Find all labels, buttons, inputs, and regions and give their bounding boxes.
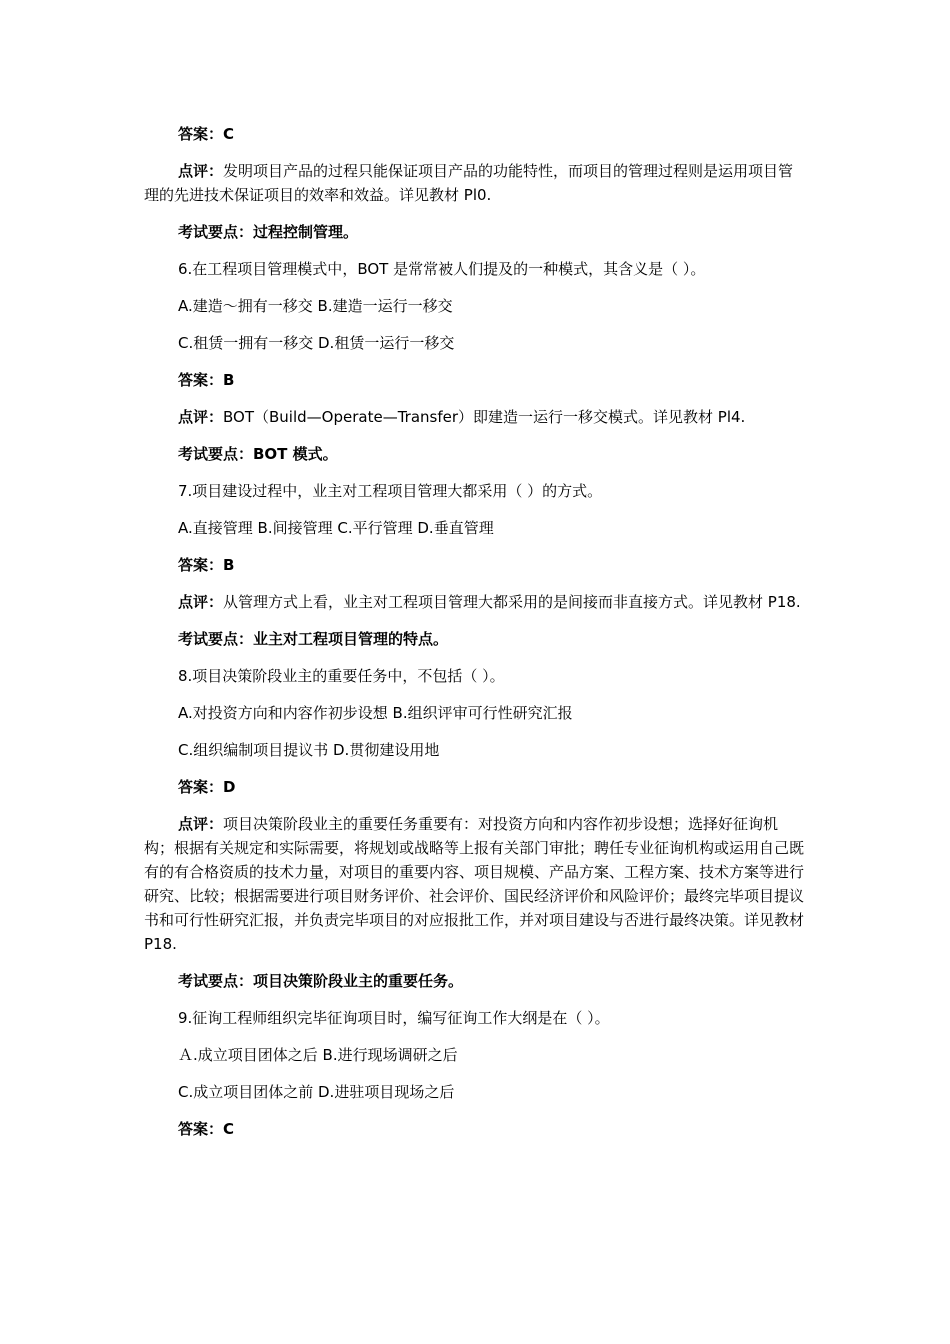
options-6-cd: C.租赁一拥有一移交 D.租赁一运行一移交 [178, 334, 455, 352]
answer-8: 答案：D [178, 778, 236, 796]
key-point-6: 考试要点：BOT 模式。 [178, 445, 338, 463]
question-7: 7.项目建设过程中，业主对工程项目管理大都采用（ ）的方式。 [178, 482, 603, 500]
key-point-8: 考试要点：项目决策阶段业主的重要任务。 [178, 972, 464, 990]
comment-6: 点评：BOT（Build—Operate—Transfer）即建造一运行一移交模式。详见教材 Pl4. [178, 408, 746, 426]
options-7: A.直接管理 B.间接管理 C.平行管理 D.垂直管理 [178, 519, 494, 537]
options-6-ab: A.建造～拥有一移交 B.建造一运行一移交 [178, 297, 453, 315]
answer-5: 答案：C [178, 125, 235, 143]
question-6: 6.在工程项目管理模式中，BOT 是常常被人们提及的一种模式，其含义是（ ）。 [178, 260, 706, 278]
options-9-cd: C.成立项目团体之前 D.进驻项目现场之后 [178, 1083, 455, 1101]
options-9-ab: Ａ.成立项目团体之后 B.进行现场调研之后 [178, 1046, 458, 1064]
document-page [144, 122, 806, 1154]
options-8-ab: A.对投资方向和内容作初步设想 B.组织评审可行性研究汇报 [178, 704, 573, 722]
key-point-7: 考试要点：业主对工程项目管理的特点。 [178, 630, 449, 648]
comment-5: 点评：发明项目产品的过程只能保证项目产品的功能特性，而项目的管理过程则是运用项目管理的先进技术保证项目的效率和效益。详见教材 Pl0. [144, 162, 794, 204]
answer-7: 答案：B [178, 556, 235, 574]
question-8: 8.项目决策阶段业主的重要任务中，不包括（ ）。 [178, 667, 505, 685]
options-8-cd: C.组织编制项目提议书 D.贯彻建设用地 [178, 741, 440, 759]
answer-6: 答案：B [178, 371, 235, 389]
comment-7: 点评：从管理方式上看，业主对工程项目管理大都采用的是间接而非直接方式。详见教材 P18. [178, 593, 801, 611]
question-9: 9.征询工程师组织完毕征询项目时，编写征询工作大纲是在（ ）。 [178, 1009, 610, 1027]
answer-9: 答案：C [178, 1120, 235, 1138]
key-point-5: 考试要点：过程控制管理。 [178, 223, 359, 241]
comment-8: 点评：项目决策阶段业主的重要任务重要有：对投资方向和内容作初步设想；选择好征询机构；根据有关规定和实际需要，将规划或战略等上报有关部门审批；聘任专业征询机构或运用自己既有的有合格资质的技术力量，对项目的重要内容、项目规模、产品方案、工程方案、技术方案等进行研究、比较；根据需要进行项目财务评价、社会评价、国民经济评价和风险评价；最终完毕项目提议书和可行性研究汇报，并负责完毕项目的对应报批工作，并对项目建设与否进行最终决策。详见教材 P18. [144, 815, 805, 953]
